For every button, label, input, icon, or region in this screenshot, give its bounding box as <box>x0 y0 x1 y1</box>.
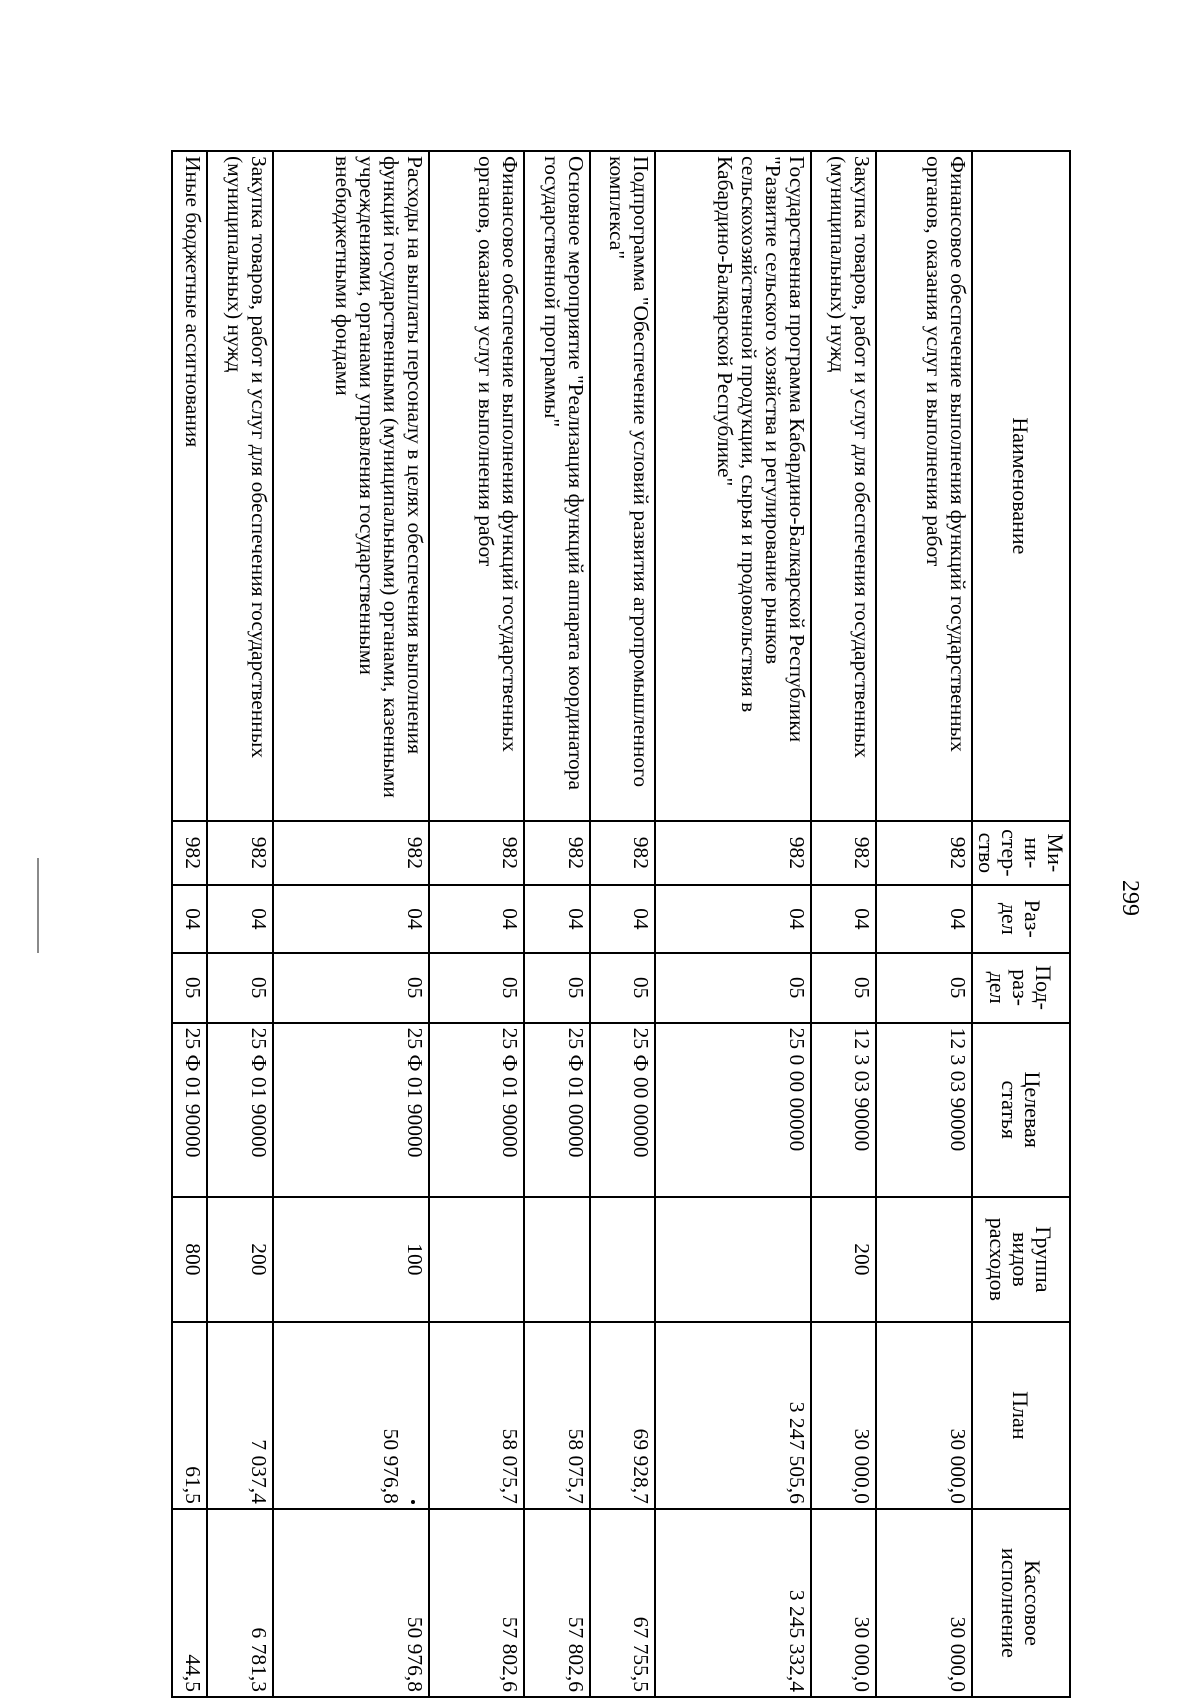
row-execution: 57 802,6 <box>524 1509 589 1697</box>
row-group <box>524 1197 589 1322</box>
row-target: 25 Ф 01 90000 <box>207 1023 272 1197</box>
row-podrazdel: 05 <box>429 953 525 1023</box>
row-name: Финансовое обеспечение выполнения функций государственных органов, оказания услуг и выполнения работ <box>876 151 972 821</box>
table-row <box>590 151 655 1697</box>
header-ministry: Ми- ни- стер- ство <box>972 821 1070 885</box>
row-target: 25 Ф 01 00000 <box>524 1023 589 1197</box>
row-ministry: 982 <box>876 821 972 885</box>
row-execution: 30 000,0 <box>811 1509 876 1697</box>
header-execution: Кассовое исполнение <box>972 1509 1070 1697</box>
row-ministry: 982 <box>811 821 876 885</box>
table-row <box>811 151 876 1697</box>
row-plan: 30 000,0 <box>811 1322 876 1509</box>
row-plan: 69 928,7 <box>590 1322 655 1509</box>
row-execution: 6 781,3 <box>207 1509 272 1697</box>
row-name: Расходы на выплаты персоналу в целях обеспечения выполнения функций государственными (муниципальными) органами, казенными учреждениями, органами управления государственными внебюджетными фондами <box>273 151 429 821</box>
row-podrazdel: 05 <box>207 953 272 1023</box>
row-podrazdel: 05 <box>590 953 655 1023</box>
row-plan: 58 075,7 <box>524 1322 589 1509</box>
table-row <box>273 151 429 1697</box>
row-razdel: 04 <box>273 885 429 953</box>
row-name: Финансовое обеспечение выполнения функций государственных органов, оказания услуг и выполнения работ <box>429 151 525 821</box>
row-ministry: 982 <box>590 821 655 885</box>
row-target: 12 3 03 90000 <box>876 1023 972 1197</box>
row-podrazdel: 05 <box>172 953 207 1023</box>
row-target: 25 0 00 00000 <box>655 1023 811 1197</box>
row-execution: 3 245 332,4 <box>655 1509 811 1697</box>
row-plan: 58 075,7 <box>429 1322 525 1509</box>
row-name: Закупка товаров, работ и услуг для обеспечения государственных (муниципальных) нужд <box>811 151 876 821</box>
header-plan: План <box>972 1322 1070 1509</box>
row-plan: 61,5 <box>172 1322 207 1509</box>
row-podrazdel: 05 <box>524 953 589 1023</box>
table-row <box>429 151 525 1697</box>
scan-margin-mark <box>37 858 39 953</box>
row-plan: 3 247 505,6 <box>655 1322 811 1509</box>
row-name: Подпрограмма "Обеспечение условий развития агропромышленного комплекса" <box>590 151 655 821</box>
row-group: 100 <box>273 1197 429 1322</box>
row-target: 25 Ф 00 00000 <box>590 1023 655 1197</box>
row-ministry: 982 <box>429 821 525 885</box>
table-row <box>655 151 811 1697</box>
row-razdel: 04 <box>207 885 272 953</box>
table-row <box>876 151 972 1697</box>
row-plan: 30 000,0 <box>876 1322 972 1509</box>
row-podrazdel: 05 <box>655 953 811 1023</box>
table-row <box>207 151 272 1697</box>
row-group <box>876 1197 972 1322</box>
row-execution: 67 755,5 <box>590 1509 655 1697</box>
row-ministry: 982 <box>655 821 811 885</box>
row-podrazdel: 05 <box>876 953 972 1023</box>
budget-table-rotated <box>171 150 1071 1698</box>
row-group <box>429 1197 525 1322</box>
row-group <box>655 1197 811 1322</box>
row-ministry: 982 <box>207 821 272 885</box>
row-execution: 30 000,0 <box>876 1509 972 1697</box>
budget-table <box>171 150 1071 1698</box>
row-plan-value: 50 976,8 <box>378 1428 403 1504</box>
row-name: Иные бюджетные ассигнования <box>172 151 207 821</box>
row-razdel: 04 <box>655 885 811 953</box>
header-razdel: Раз- дел <box>972 885 1070 953</box>
row-ministry: 982 <box>524 821 589 885</box>
table-header-row <box>972 151 1070 1697</box>
row-target: 25 Ф 01 90000 <box>172 1023 207 1197</box>
header-name: Наименование <box>972 151 1070 821</box>
stray-dot-mark <box>411 1500 415 1504</box>
row-name: Государственная программа Кабардино-Балкарской Республики "Развитие сельского хозяйства и регулирование рынков сельскохозяйственной продукции, сырья и продовольствия в Кабардино-Балкарской Республике" <box>655 151 811 821</box>
row-group: 200 <box>207 1197 272 1322</box>
row-ministry: 982 <box>172 821 207 885</box>
row-execution: 57 802,6 <box>429 1509 525 1697</box>
header-target: Целевая статья <box>972 1023 1070 1197</box>
row-group <box>590 1197 655 1322</box>
row-razdel: 04 <box>876 885 972 953</box>
row-plan: 7 037,4 <box>207 1322 272 1509</box>
header-group: Группа видов расходов <box>972 1197 1070 1322</box>
row-razdel: 04 <box>590 885 655 953</box>
table-row <box>524 151 589 1697</box>
row-target: 12 3 03 90000 <box>811 1023 876 1197</box>
row-group: 200 <box>811 1197 876 1322</box>
row-name: Закупка товаров, работ и услуг для обеспечения государственных (муниципальных) нужд <box>207 151 272 821</box>
row-plan <box>273 1322 429 1509</box>
row-target: 25 Ф 01 90000 <box>429 1023 525 1197</box>
row-razdel: 04 <box>172 885 207 953</box>
row-target: 25 Ф 01 90000 <box>273 1023 429 1197</box>
row-razdel: 04 <box>524 885 589 953</box>
row-razdel: 04 <box>811 885 876 953</box>
row-razdel: 04 <box>429 885 525 953</box>
row-ministry: 982 <box>273 821 429 885</box>
page-number: 299 <box>1117 880 1143 916</box>
header-podrazdel: Под- раз- дел <box>972 953 1070 1023</box>
row-execution: 44,5 <box>172 1509 207 1697</box>
table-row <box>172 151 207 1697</box>
row-podrazdel: 05 <box>811 953 876 1023</box>
row-name: Основное мероприятие "Реализация функций аппарата координатора государственной программы" <box>524 151 589 821</box>
row-group: 800 <box>172 1197 207 1322</box>
row-execution: 50 976,8 <box>273 1509 429 1697</box>
row-podrazdel: 05 <box>273 953 429 1023</box>
